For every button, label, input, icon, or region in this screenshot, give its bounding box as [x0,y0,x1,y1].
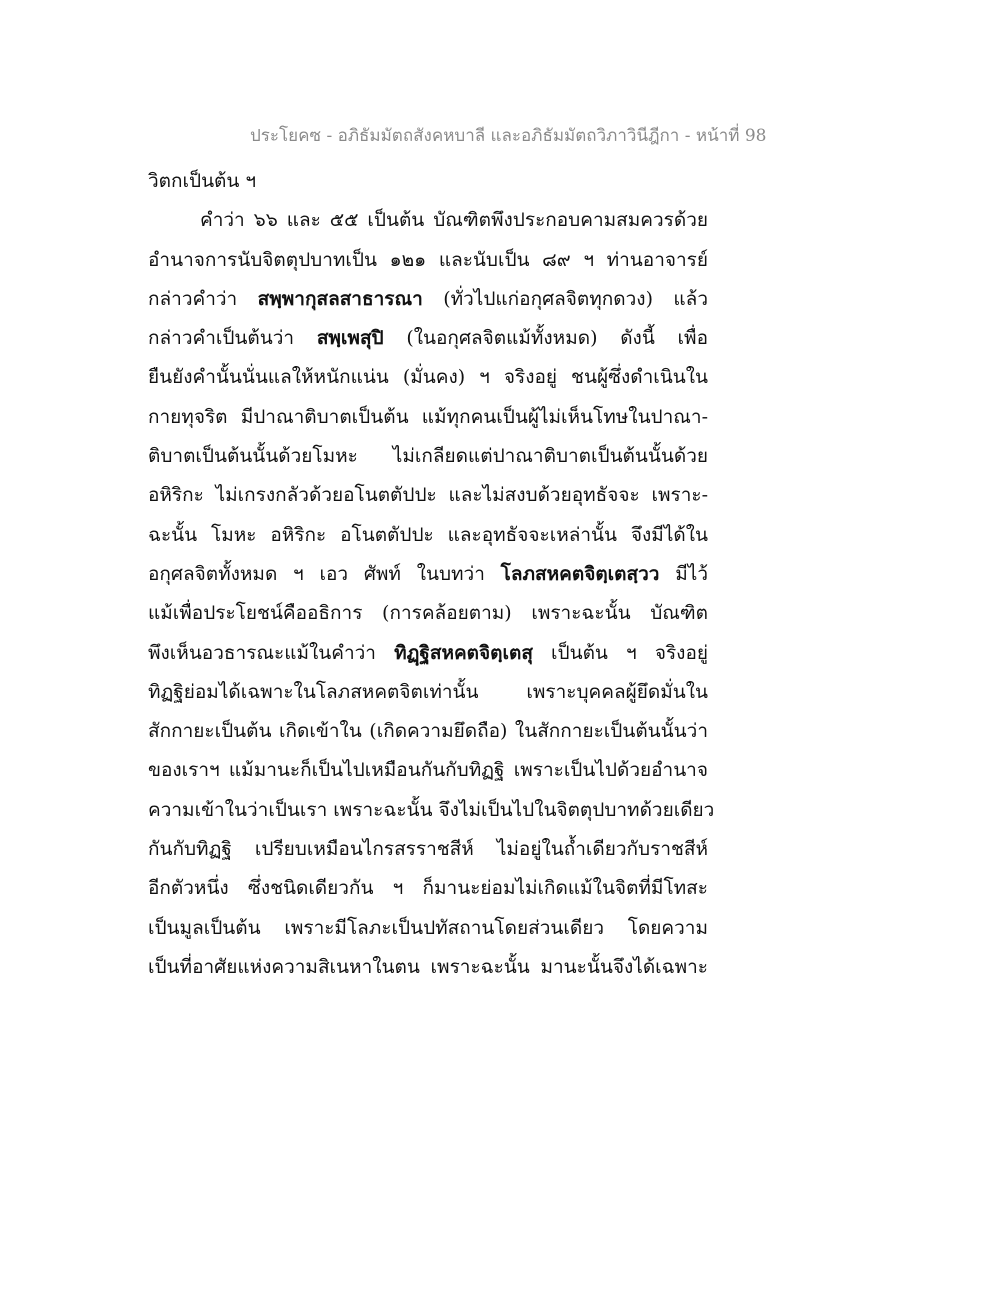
text-line [148,476,708,515]
text-line [148,358,708,397]
text-segment: ทิฏฐิย่อมได้เฉพาะในโลภสหคตจิตเท่านั้น เพราะบุคคลผู้ยึดมั่นใน [148,680,708,703]
text-line [148,319,708,358]
text-segment: ของเราฯ แม้มานะก็เป็นไปเหมือนกันกับทิฏฐิ เพราะเป็นไปด้วยอำนาจ [148,759,708,782]
text-segment: (ในอกุศลจิตแม้ทั้งหมด) ดังนี้ เพื่อ [383,327,708,350]
text-segment: (ทั่วไปแก่อกุศลจิตทุกดวง) แล้ว [422,287,708,310]
text-line [148,437,708,476]
text-line [148,241,708,280]
text-segment: ติบาตเป็นต้นนั้นด้วยโมหะ ไม่เกลียดแต่ปาณาติบาตเป็นต้นนั้นด้วย [148,445,708,468]
running-header: ประโยคซ - อภิธัมมัตถสังคหบาลี และอภิธัมมัตถวิภาวินีฎีกา - หน้าที่ 98 [250,126,767,146]
text-segment: ยืนยังคำนั้นนั่นแลให้หนักแน่น (มั่นคง) ฯ จริงอยู่ ชนผู้ซึ่งดำเนินใน [148,366,708,389]
text-segment: กล่าวคำเป็นต้นว่า [148,327,317,350]
text-segment: อำนาจการนับจิตตุปบาทเป็น ๑๒๑ และนับเป็น ๘๙ ฯ ท่านอาจารย์ [148,248,708,271]
text-segment: สักกายะเป็นต้น เกิดเข้าใน (เกิดความยึดถือ) ในสักกายะเป็นต้นนั้นว่า [148,720,708,743]
text-segment: มีไว้ [659,562,708,585]
text-segment: กายทุจริต มีปาณาติบาตเป็นต้น แม้ทุกคนเป็นผู้ไม่เห็นโทษในปาณา- [148,405,708,428]
text-segment: คำว่า ๖๖ และ ๕๕ เป็นต้น บัณฑิตพึงประกอบคามสมควรด้วย [200,209,708,232]
text-segment: เป็นต้น ฯ จริงอยู่ [532,641,708,664]
text-segment: กล่าวคำว่า [148,287,258,310]
text-line [148,555,708,594]
text-line [148,516,708,555]
bold-term: สพฺพากุสลสาธารณา [257,287,423,310]
text-segment: ฉะนั้น โมหะ อหิริกะ อโนตตัปปะ และอุทธัจจะเหล่านั้น จึงมีได้ใน [148,523,708,546]
text-segment: แม้เพื่อประโยชน์คืออธิการ (การคล้อยตาม) เพราะฉะนั้น บัณฑิต [148,602,708,625]
text-line [148,634,708,673]
text-segment: ความเข้าในว่าเป็นเรา เพราะฉะนั้น จึงไม่เป็นไปในจิตตุปบาทด้วยเดียว [148,798,715,821]
bold-term: ทิฏฺฐิสหคตจิตฺเตสุ [394,641,533,664]
text-line [148,594,708,633]
bold-term: สพฺเพสุปิ [316,327,384,350]
bold-term: โลภสหคตจิตฺเตสฺวว [500,562,660,585]
text-line [148,162,708,201]
text-line [148,830,708,869]
text-line [148,280,708,319]
text-segment: พึงเห็นอวธารณะแม้ในคำว่า [148,641,395,664]
text-line [148,948,708,987]
body-text [148,162,715,987]
text-segment: วิตกเป็นต้น ฯ [148,170,257,192]
text-segment: อกุศลจิตทั้งหมด ฯ เอว ศัพท์ ในบทว่า [148,562,501,585]
text-line [148,201,708,240]
text-line [148,909,708,948]
text-line [148,398,708,437]
text-segment: กันกับทิฏฐิ เปรียบเหมือนไกรสรราชสีห์ ไม่อยู่ในถ้ำเดียวกับราชสีห์ [148,838,708,861]
text-segment: เป็นที่อาศัยแห่งความสิเนหาในตน เพราะฉะนั้น มานะนั้นจึงได้เฉพาะ [148,955,708,978]
text-line [148,751,708,790]
text-segment: เป็นมูลเป็นต้น เพราะมีโลภะเป็นปทัสถานโดยส่วนเดียว โดยความ [148,916,708,939]
text-segment: อีกตัวหนึ่ง ซึ่งชนิดเดียวกัน ฯ ก็มานะย่อมไม่เกิดแม้ในจิตที่มีโทสะ [148,877,708,900]
text-line [148,791,715,830]
text-segment: อหิริกะ ไม่เกรงกลัวด้วยอโนตตัปปะ และไม่สงบด้วยอุทธัจจะ เพราะ- [148,484,708,507]
text-line [148,869,708,908]
text-line [148,712,708,751]
text-line [148,673,708,712]
